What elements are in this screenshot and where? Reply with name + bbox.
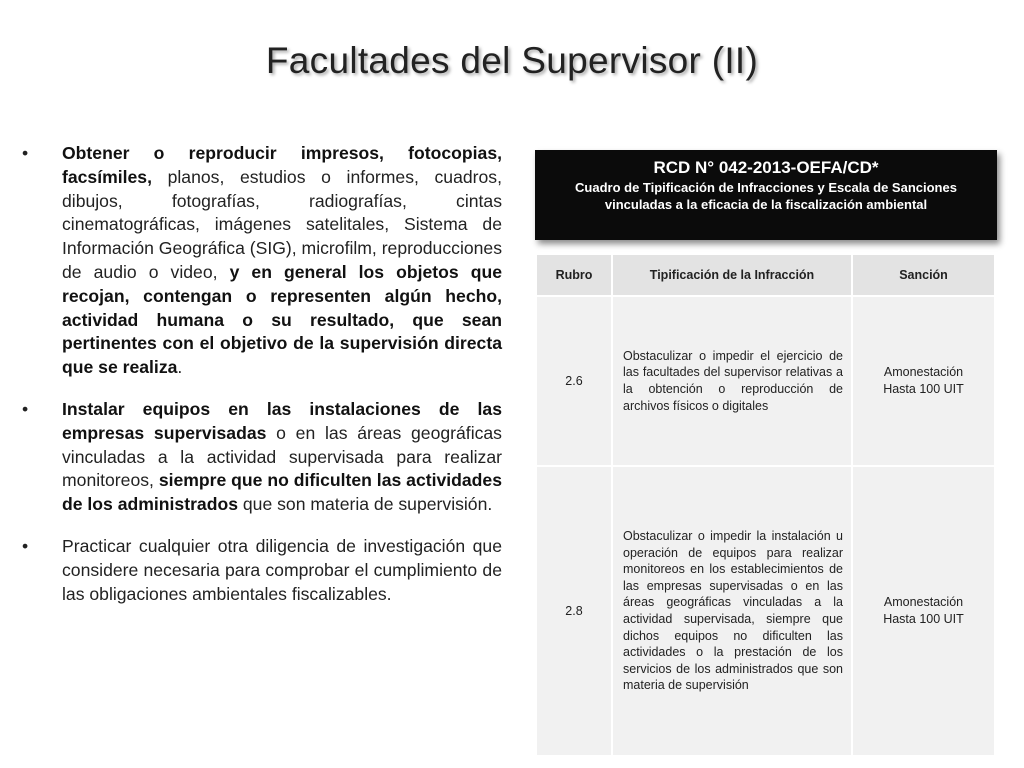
header-sancion: Sanción	[852, 255, 994, 296]
sancion-line-1: Amonestación	[883, 595, 964, 609]
infractions-table	[537, 255, 994, 757]
table-header-row	[537, 255, 994, 296]
resolution-banner	[535, 150, 997, 240]
bullet-text: o en las áreas geográficas vinculadas a la actividad supervisada para realizar monitoreos,	[62, 422, 502, 491]
bullet-text: planos, estudios o informes, cuadros, dibujos, fotografías, radiografías, cintas cinematográficas, imágenes satelitales, Sistema de Información Geográfica (SIG), microfilm, reproducciones de audio o video,	[62, 166, 502, 282]
cell-sancion	[852, 466, 994, 756]
bullet-text: .	[177, 357, 183, 378]
cell-rubro: 2.6	[537, 296, 612, 466]
bullet-marker: •	[22, 398, 29, 419]
bullet-item-obtener	[22, 142, 502, 380]
sancion-line-1: Amonestación	[883, 365, 964, 379]
header-rubro: Rubro	[537, 255, 612, 296]
bullet-marker: •	[22, 143, 29, 163]
bullet-text-bold: Obtener o reproducir impresos, fotocopias, facsímiles,	[62, 143, 502, 187]
cell-tipificacion: Obstaculizar o impedir la instalación u operación de equipos para realizar monitoreos en los establecimientos de las empresas supervisadas o en las áreas geográficas vinculadas a la actividad supervisada, siempre que dichos equipos no dificulten las actividades o la prestación de los servicios de los administrados que son materia de supervisión	[612, 466, 852, 756]
bullet-text-bold: y en general los objetos que recojan, contengan o representen algún hecho, actividad humana o su resultado, que sean pertinentes con el objetivo de la supervisión directa que se realiza	[62, 261, 502, 378]
bullet-text-bold: Instalar equipos en las instalaciones de las empresas supervisadas	[62, 398, 502, 443]
slide-title: Facultades del Supervisor (II)	[265, 40, 759, 81]
cell-tipificacion: Obstaculizar o impedir el ejercicio de las facultades del supervisor relativas a la obtención o reproducción de archivos físicos o digitales	[612, 296, 852, 466]
banner-title: RCD N° 042-2013-OEFA/CD*	[653, 158, 879, 177]
bullet-list	[22, 142, 502, 624]
sancion-line-2: Hasta 100 UIT	[883, 612, 964, 626]
bullet-text: que son materia de supervisión.	[237, 494, 493, 515]
bullet-item-practicar	[22, 535, 502, 606]
table-row	[537, 296, 994, 466]
header-tipificacion: Tipificación de la Infracción	[612, 255, 852, 296]
bullet-marker: •	[22, 535, 29, 556]
sancion-line-2: Hasta 100 UIT	[883, 382, 964, 396]
cell-sancion	[852, 296, 994, 466]
table-row	[537, 466, 994, 756]
bullet-item-instalar	[22, 398, 502, 517]
bullet-text: Practicar cualquier otra diligencia de investigación que considere necesaria para comprobar el cumplimiento de las obligaciones ambientales fiscalizables.	[62, 535, 502, 604]
cell-rubro: 2.8	[537, 466, 612, 756]
bullet-text-bold: siempre que no dificulten las actividades de los administrados	[62, 470, 502, 515]
banner-subtitle: Cuadro de Tipificación de Infracciones y Escala de Sanciones vinculadas a la eficacia de la fiscalización ambiental	[575, 180, 957, 212]
